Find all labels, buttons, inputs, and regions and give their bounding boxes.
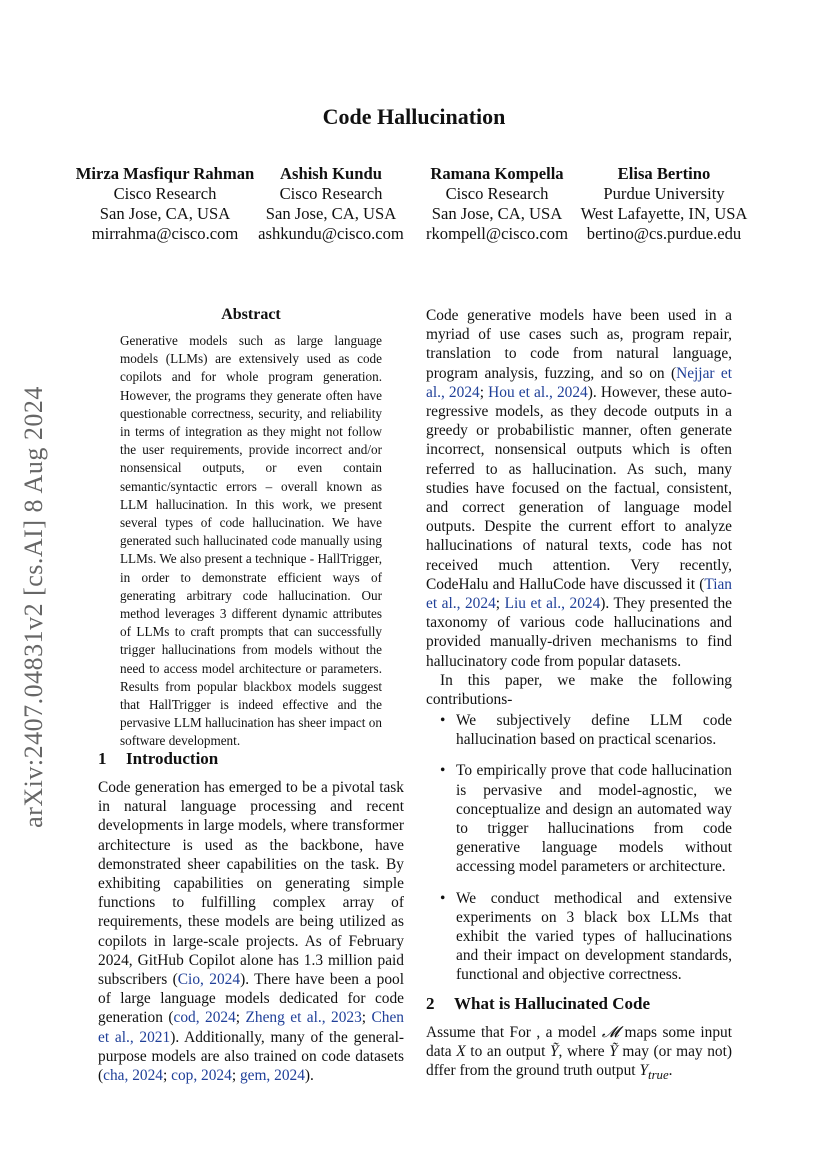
text-run: Code generative models have been used in a myriad of use cases such as, program repair, translation to code from natural language, program analysis, fuzzing, and so on ( (426, 307, 732, 382)
section-1-heading (98, 749, 218, 769)
text-run: ; (162, 1067, 172, 1085)
author-email: rkompell@cisco.com (425, 224, 568, 243)
intro-paragraph-continued (426, 306, 732, 671)
author-block-4 (571, 164, 757, 244)
section-title: Introduction (126, 749, 219, 768)
math-subscript: true (648, 1068, 669, 1083)
abstract-text: Generative models such as large language models (LLMs) are extensively used as code copilots and for whole program generation. However, the programs they generate often have questionable correctness, security, and reliability in terms of integration as they might not follow the user requirements, provide incorrect and/or nonsensical outputs, or even contain semantic/syntactic errors – overall known as LLM hallucination. In this work, we present several types of code hallucination. We have generated such hallucinated code manually using LLMs. We also present a technique - HallTrigger, in order to demonstrate efficient ways of generating arbitrary code hallucination. Our method leverages 3 different dynamic attributes of LLMs to craft prompts that can successfully trigger hallucinations from models without the need to access model architecture or parameters. Results from popular blackbox models suggest that HallTrigger is indeed effective and the pervasive LLM hallucination has sheer impact on software development. (120, 333, 382, 749)
author-affiliation: Cisco Research (445, 184, 549, 203)
section-number: 1 (98, 749, 107, 768)
author-email: bertino@cs.purdue.edu (586, 224, 742, 243)
author-name: Ramana Kompella (430, 164, 564, 183)
text-run: to an output (465, 1043, 550, 1061)
author-location: San Jose, CA, USA (99, 204, 231, 223)
citation-link[interactable]: gem, 2024 (239, 1067, 305, 1085)
author-name: Ashish Kundu (280, 164, 382, 183)
math-output: Ỹ (549, 1043, 559, 1061)
arxiv-sidebar-stamp (19, 372, 48, 842)
author-block-3 (424, 164, 570, 244)
text-run: maps some input data (426, 1024, 732, 1061)
text-run: ). (304, 1067, 314, 1085)
introduction-paragraph (98, 778, 404, 1085)
math-input: X (456, 1043, 466, 1061)
list-item: • We conduct methodical and extensive experiments on 3 black box LLMs that exhibit the varied types of hallucinations and their impact on development standards, functional and objective correctness. (426, 889, 732, 985)
contributions-lead: In this paper, we make the following contributions- (426, 671, 732, 709)
author-affiliation: Purdue University (603, 184, 725, 203)
author-location: San Jose, CA, USA (431, 204, 563, 223)
text-run: Code generation has emerged to be a pivotal task in natural language processing and recent developments in large models, where transformer architecture is used as the backbone, have demonstrated sheer capabilities on the task. By exhibiting capabilities on generating simple functions to fulfilling complex array of requirements, these models are being utilized as copilots in large-scale projects. As of February 2024, GitHub Copilot alone has 1.3 million paid subscribers ( (98, 779, 404, 989)
citation-link[interactable]: Zheng et al., 2023 (245, 1009, 362, 1027)
text-run: ). There have been a pool of large language models dedicated for code generation ( (98, 971, 404, 1027)
author-location: West Lafayette, IN, USA (580, 204, 748, 223)
math-ground-truth: Y (639, 1062, 648, 1080)
text-run: , where (558, 1043, 610, 1061)
citation-link[interactable]: Liu et al., 2024 (504, 595, 601, 613)
section-number: 2 (426, 994, 435, 1013)
author-name: Mirza Masfiqur Rahman (75, 164, 255, 183)
paper-title: Code Hallucination (322, 104, 506, 129)
text-run: ; (495, 595, 505, 613)
contributions-list (426, 711, 732, 997)
text-run: may (or may not) dffer from the ground truth output (426, 1043, 733, 1080)
author-block-1 (62, 164, 268, 244)
author-affiliation: Cisco Research (113, 184, 217, 203)
citation-link[interactable]: cha, 2024 (103, 1067, 163, 1085)
text-run: ). They presented the taxonomy of various code hallucinations and provided manually-driven mechanisms to find hallucinatory code from popular datasets. (426, 595, 733, 670)
citation-link[interactable]: Cio, 2024 (177, 971, 241, 989)
section-2-paragraph (426, 1023, 732, 1086)
author-name: Elisa Bertino (617, 164, 711, 183)
section-title: What is Hallucinated Code (454, 994, 650, 1013)
list-item: • To empirically prove that code hallucination is pervasive and model-agnostic, we conceptualize and design an automated way to trigger hallucinations from code generative language models without accessing model parameters or architecture. (426, 761, 732, 876)
author-location: San Jose, CA, USA (265, 204, 397, 223)
text-run: ). Additionally, many of the general-purpose models are also trained on code datasets ( (98, 1028, 404, 1085)
citation-link[interactable]: cod, 2024 (173, 1009, 236, 1027)
author-affiliation: Cisco Research (279, 184, 383, 203)
text-run: Assume that For , a model (426, 1024, 602, 1041)
text-run: ; (235, 1009, 246, 1027)
text-run: ; (479, 383, 489, 401)
right-column-intro (426, 306, 732, 709)
citation-link[interactable]: Nejjar et al., 2024 (426, 364, 732, 401)
math-model: 𝓜 (601, 1024, 620, 1041)
author-block-2 (255, 164, 407, 244)
text-run: ). However, these auto-regressive models, as they decode outputs in a greedy or probabilistic manner, often generate incorrect, nonsensical outputs which is often referred to as hallucination. As such, many studies have focused on the factual, consistent, and correct generation of language model outputs. Despite the current effort to analyze hallucinations of natural texts, code has not received much attention. Very recently, CodeHalu and HalluCode have discussed it ( (426, 383, 733, 593)
citation-link[interactable]: Tian et al., 2024 (426, 575, 732, 613)
math-output: Ỹ (609, 1043, 618, 1061)
citation-link[interactable]: cop, 2024 (171, 1067, 232, 1085)
citation-link[interactable]: Hou et al., 2024 (488, 383, 588, 401)
abstract-heading: Abstract (221, 306, 281, 323)
text-run: ; (361, 1009, 372, 1027)
text-run: . (668, 1062, 673, 1080)
arxiv-id: arXiv:2407.04831v2 [cs.AI] 8 Aug 2024 (19, 386, 48, 828)
author-email: mirrahma@cisco.com (91, 224, 239, 243)
section-2-heading (426, 994, 650, 1014)
text-run: ; (231, 1067, 240, 1085)
citation-link[interactable]: Chen et al., 2021 (98, 1009, 404, 1046)
list-item: • We subjectively define LLM code hallucination based on practical scenarios. (426, 711, 732, 749)
author-email: ashkundu@cisco.com (258, 224, 404, 243)
